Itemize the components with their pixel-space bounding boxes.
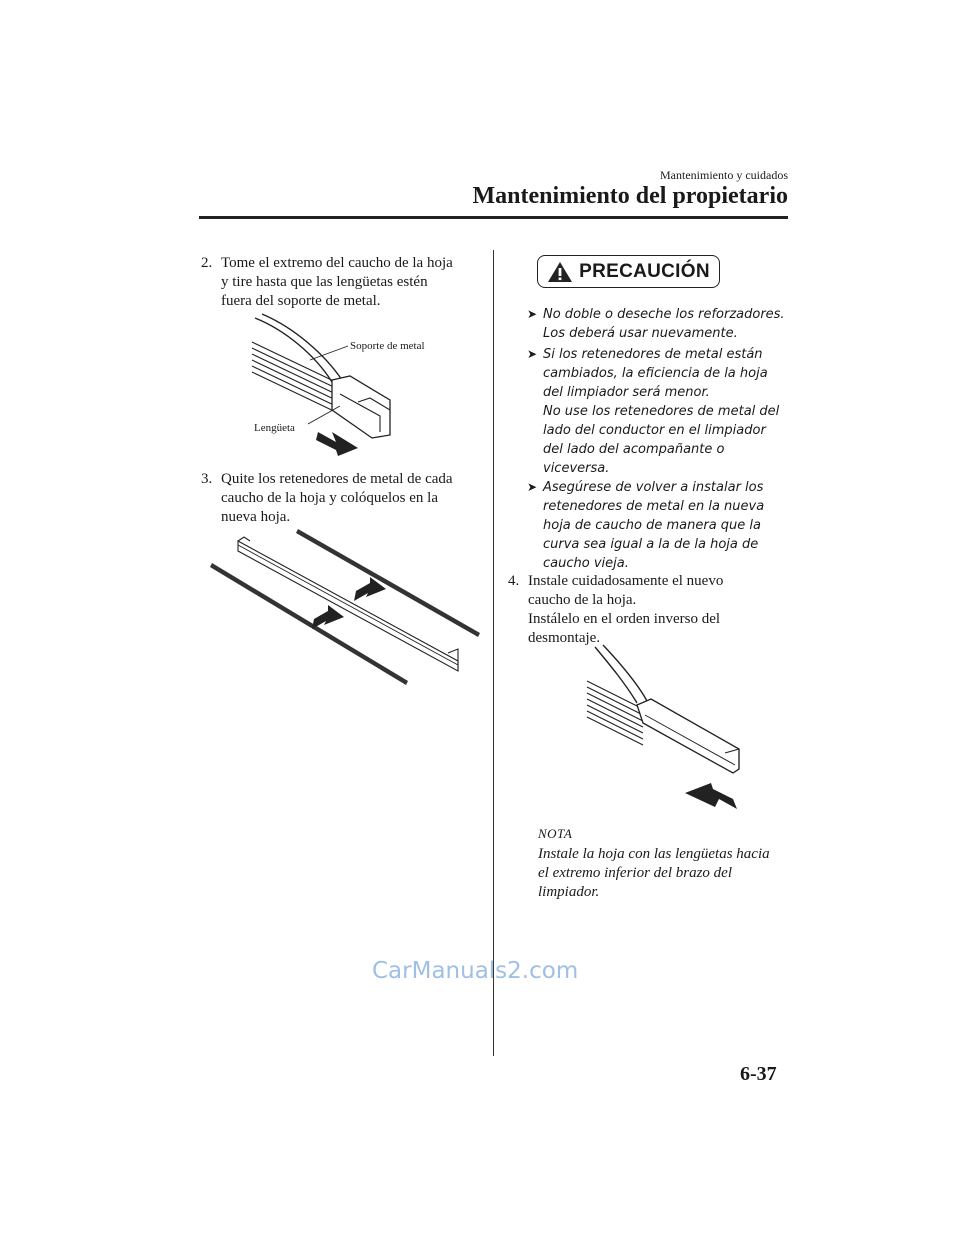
column-divider [493,250,494,1056]
caution-line: del lado del acompañante o [543,442,725,457]
retainer-transfer-figure [210,525,485,685]
caution-line: caucho vieja. [543,556,629,571]
note-line: el extremo inferior del brazo del [538,865,732,881]
step-number: 3. [201,471,213,487]
step-line: Tome el extremo del caucho de la hoja [221,255,453,271]
arrowhead-bullet-icon: ➤ [527,347,538,361]
note-text [538,845,793,902]
step-4 [508,572,793,648]
blade-install-figure [585,645,755,810]
caution-line: No doble o deseche los reforzadores. [543,307,785,322]
section-subtitle: Mantenimiento y cuidados [660,168,788,182]
caution-line: Los deberá usar nuevamente. [543,326,738,341]
caution-line: Si los retenedores de metal están [543,347,763,362]
step-line: Instale cuidadosamente el nuevo [528,573,724,589]
note-label: NOTA [538,826,573,841]
blade-removal-figure [240,310,480,460]
caution-line: viceversa. [543,461,610,476]
caution-line: del limpiador será menor. [543,385,710,400]
step-number: 4. [508,573,520,589]
arrowhead-bullet-icon: ➤ [527,307,538,321]
header-rule [199,216,788,219]
step-2 [201,254,491,311]
caution-line: retenedores de metal en la nueva [543,499,765,514]
label-tab: Lengüeta [254,422,295,434]
step-number: 2. [201,255,213,271]
caution-item [527,345,797,478]
caution-line: curva sea igual a la de la hoja de [543,537,759,552]
caution-line: cambiados, la eficiencia de la hoja [543,366,768,381]
caution-title: PRECAUCIÓN [579,260,710,282]
caution-line: No use los retenedores de metal del [543,404,780,419]
label-metal-bracket: Soporte de metal [350,340,425,352]
caution-item [527,305,797,343]
note-line: limpiador. [538,884,600,900]
step-line: fuera del soporte de metal. [221,293,381,309]
note-line: Instale la hoja con las lengüetas hacia [538,846,770,862]
arrowhead-bullet-icon: ➤ [527,480,538,494]
caution-header [537,255,720,288]
warning-triangle-icon [547,261,573,283]
caution-line: hoja de caucho de manera que la [543,518,762,533]
step-line: desmontaje. [528,630,601,646]
watermark: CarManuals2.com [372,958,579,984]
section-title: Mantenimiento del propietario [472,183,788,209]
caution-line: Asegúrese de volver a instalar los [543,480,764,495]
step-line: Quite los retenedores de metal de cada [221,471,453,487]
caution-item [527,478,797,573]
page-number: 6-37 [740,1063,777,1085]
step-line: y tire hasta que las lengüetas estén [221,274,428,290]
step-line: caucho de la hoja y colóquelos en la [221,490,439,506]
step-3 [201,470,491,527]
step-line: Instálelo en el orden inverso del [528,611,721,627]
caution-line: lado del conductor en el limpiador [543,423,766,438]
step-line: nueva hoja. [221,509,291,525]
step-line: caucho de la hoja. [528,592,637,608]
